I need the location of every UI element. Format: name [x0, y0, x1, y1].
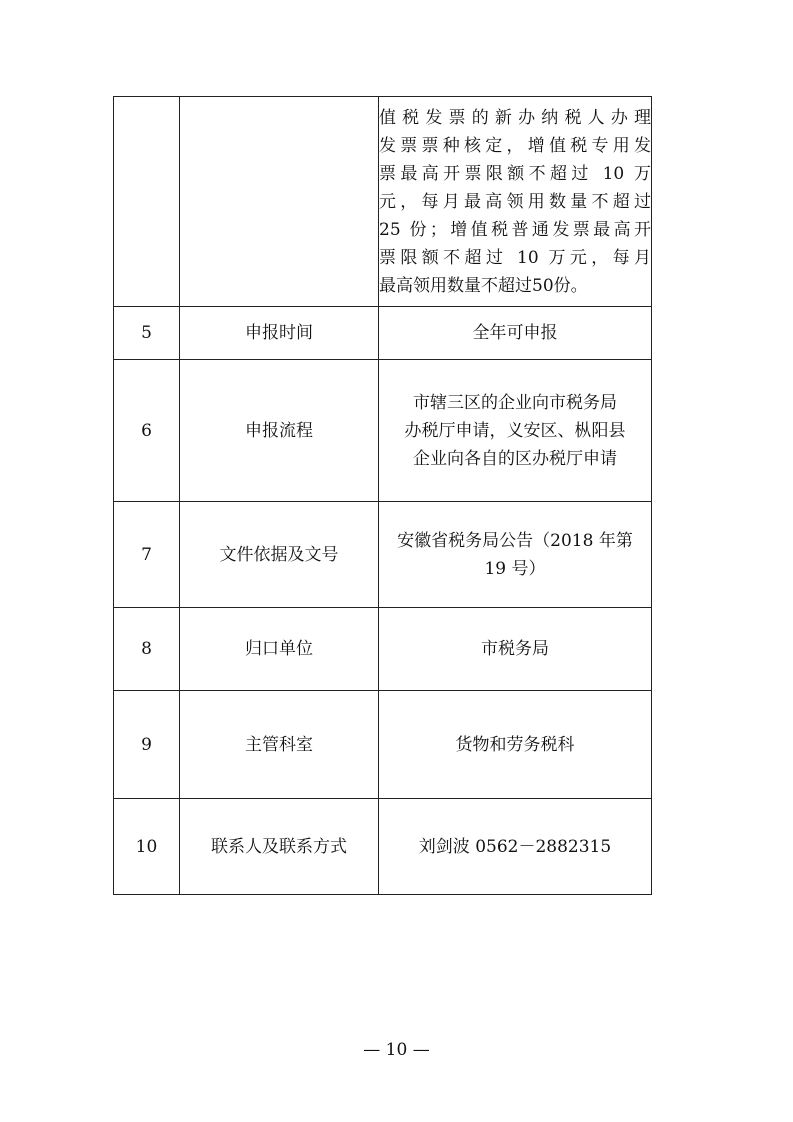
table-row	[114, 608, 652, 691]
content-line: 值税发票的新办纳税人办理	[379, 107, 651, 128]
row-number-cell	[114, 97, 180, 307]
item-cell: 申报流程	[180, 360, 379, 502]
content-line: 19 号）	[484, 558, 546, 579]
table-row	[114, 97, 652, 307]
row-number-cell: 10	[114, 799, 180, 895]
item-cell: 文件依据及文号	[180, 502, 379, 608]
page-number: — 10 —	[363, 1040, 430, 1060]
table-row	[114, 691, 652, 799]
item-cell: 联系人及联系方式	[180, 799, 379, 895]
content-line: 发票票种核定，增值税专用发	[379, 135, 651, 156]
content-cell: 货物和劳务税科	[379, 691, 652, 799]
content-line: 安徽省税务局公告（2018 年第	[397, 530, 633, 551]
content-cell	[379, 360, 652, 502]
item-cell: 主管科室	[180, 691, 379, 799]
content-line: 市辖三区的企业向市税务局	[413, 392, 617, 413]
table-row	[114, 307, 652, 360]
content-line: 元，每月最高领用数量不超过	[379, 191, 651, 212]
content-line: 25 份；增值税普通发票最高开	[379, 219, 651, 240]
table-row	[114, 799, 652, 895]
item-cell: 申报时间	[180, 307, 379, 360]
content-cell: 全年可申报	[379, 307, 652, 360]
policy-table	[113, 96, 652, 895]
content-cell: 刘剑波 0562－2882315	[379, 799, 652, 895]
row-number-cell: 8	[114, 608, 180, 691]
item-cell: 归口单位	[180, 608, 379, 691]
content-line: 企业向各自的区办税厅申请	[413, 448, 617, 469]
item-cell	[180, 97, 379, 307]
content-line: 最高领用数量不超过50份。	[379, 275, 588, 296]
row-number-cell: 6	[114, 360, 180, 502]
table-row	[114, 502, 652, 608]
content-cell	[379, 97, 652, 307]
content-line: 票最高开票限额不超过 10 万	[379, 163, 651, 184]
row-number-cell: 7	[114, 502, 180, 608]
row-number-cell: 9	[114, 691, 180, 799]
content-cell	[379, 502, 652, 608]
content-cell: 市税务局	[379, 608, 652, 691]
table-row	[114, 360, 652, 502]
content-line: 办税厅申请，义安区、枞阳县	[404, 420, 626, 441]
row-number-cell: 5	[114, 307, 180, 360]
content-line: 票限额不超过 10 万元，每月	[379, 247, 651, 268]
